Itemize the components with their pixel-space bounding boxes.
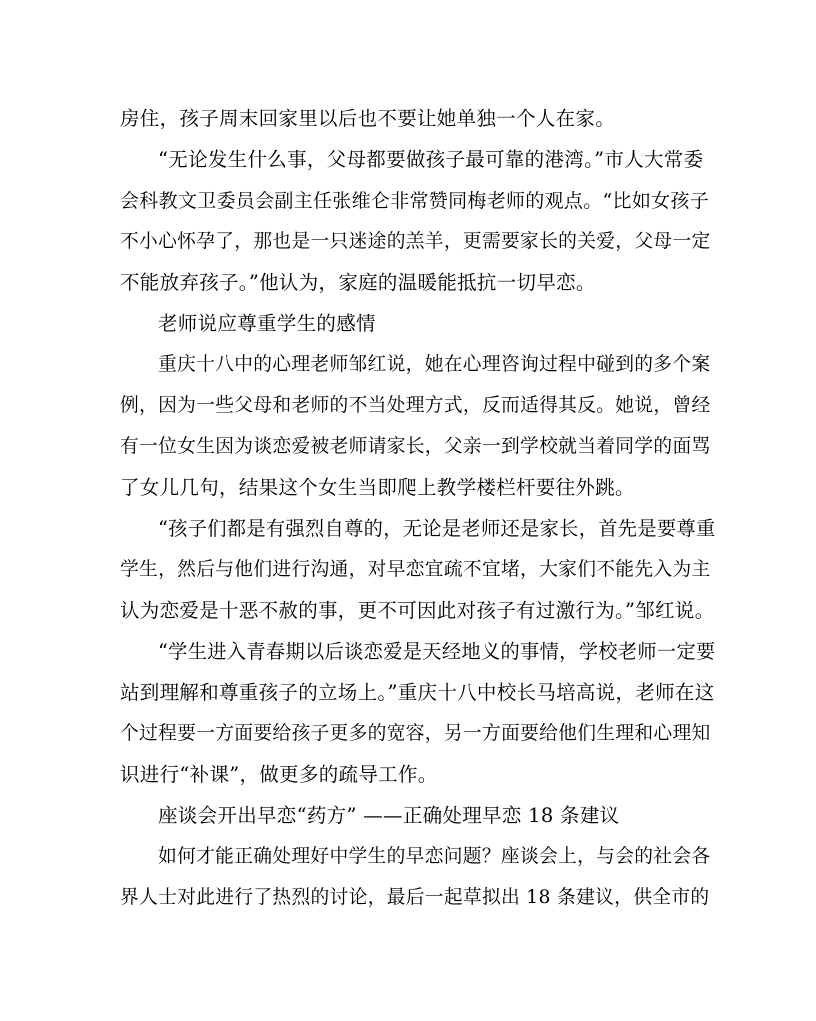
paragraph-line: 不小心怀孕了，那也是一只迷途的羔羊，更需要家长的关爱，父母一定 xyxy=(120,231,711,252)
paragraph-line: 重庆十八中的心理老师邹红说，她在心理咨询过程中碰到的多个案 xyxy=(158,354,711,375)
section-heading: 老师说应尊重学生的感情 xyxy=(158,312,376,335)
paragraph-line: 站到理解和尊重孩子的立场上。”重庆十八中校长马培高说，老师在这 xyxy=(120,681,715,704)
paragraph-line: 不能放弃孩子。”他认为，家庭的温暖能抵抗一切早恋。 xyxy=(120,271,596,294)
paragraph-line: 界人士对此进行了热烈的讨论，最后一起草拟出 18 条建议，供全市的 xyxy=(120,887,710,908)
paragraph-line: 识进行“补课”，做更多的疏导工作。 xyxy=(120,763,438,786)
paragraph-line: “孩子们都是有强烈自尊的，无论是老师还是家长，首先是要尊重 xyxy=(158,517,716,540)
paragraph-line: 了女儿几句，结果这个女生当即爬上教学楼栏杆要往外跳。 xyxy=(120,476,635,499)
paragraph-line: 学生，然后与他们进行沟通，对早恋宜疏不宜堵，大家们不能先入为主 xyxy=(120,559,711,580)
paragraph-line: 会科教文卫委员会副主任张维仑非常赞同梅老师的观点。“比如女孩子 xyxy=(120,190,710,212)
paragraph-line: 房住，孩子周末回家里以后也不要让她单独一个人在家。 xyxy=(120,107,616,130)
paragraph-line: 认为恋爱是十恶不赦的事，更不可因此对孩子有过激行为。”邹红说。 xyxy=(120,599,715,622)
section-heading: 座谈会开出早恋“药方” ——正确处理早恋 18 条建议 xyxy=(158,804,620,827)
paragraph-line: “无论发生什么事，父母都要做孩子最可靠的港湾。”市人大常委 xyxy=(158,148,704,171)
paragraph-line: 个过程要一方面要给孩子更多的宽容，另一方面要给他们生理和心理知 xyxy=(120,723,711,744)
paragraph-line: “学生进入青春期以后谈恋爱是天经地义的事情，学校老师一定要 xyxy=(158,640,716,663)
paragraph-line: 有一位女生因为谈恋爱被老师请家长，父亲一到学校就当着同学的面骂 xyxy=(120,436,711,457)
paragraph-line: 例，因为一些父母和老师的不当处理方式，反而适得其反。她说，曾经 xyxy=(120,395,711,416)
paragraph-line: 如何才能正确处理好中学生的早恋问题？座谈会上，与会的社会各 xyxy=(158,846,711,867)
